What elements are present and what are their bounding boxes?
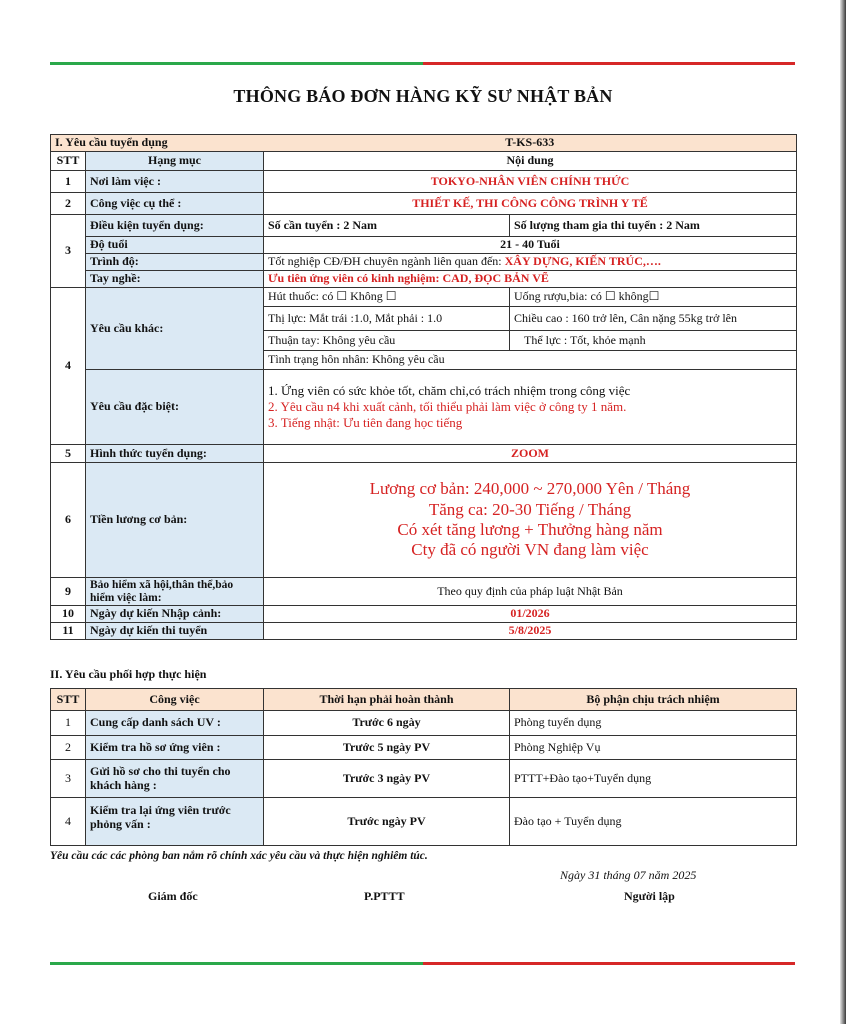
age-value: 21 - 40 Tuổi (264, 237, 797, 254)
stt-cell: 1 (51, 711, 86, 736)
table-row (51, 760, 797, 798)
row-exam-date (51, 623, 797, 640)
department-cell: Phòng Nghiệp Vụ (510, 736, 797, 760)
insurance-label: Bảo hiểm xã hội,thân thể,bảo hiểm việc làm: (86, 578, 264, 606)
salary-line-3: Có xét tăng lương + Thưởng hàng năm (397, 520, 663, 539)
col-deadline: Thời hạn phải hoàn thành (264, 689, 510, 711)
fitness-value: Thể lực : Tốt, khỏe mạnh (510, 331, 797, 351)
education-fields: XÂY DỰNG, KIẾN TRÚC,…. (504, 254, 661, 269)
table-row (51, 736, 797, 760)
section1-header-row (51, 135, 797, 152)
task-cell: Gửi hồ sơ cho thi tuyển cho khách hàng : (86, 760, 264, 798)
exam-date-label: Ngày dự kiến thi tuyển (86, 623, 264, 640)
col-content: Nội dung (264, 152, 797, 171)
stt-cell: 5 (51, 445, 86, 463)
job-value: THIẾT KẾ, THI CÔNG CÔNG TRÌNH Y TẾ (264, 193, 797, 215)
skill-label: Tay nghề: (86, 271, 264, 288)
deadline-cell: Trước 5 ngày PV (264, 736, 510, 760)
entry-date-value: 01/2026 (264, 606, 797, 623)
salary-line-4: Cty đã có người VN đang làm việc (411, 540, 649, 560)
row-insurance (51, 578, 797, 606)
recruitment-requirements-table (50, 134, 797, 640)
stt-cell: 9 (51, 578, 86, 606)
department-cell: Phòng tuyển dụng (510, 711, 797, 736)
height-weight-value: Chiều cao : 160 trở lên, Cân nặng 55kg trở lên (510, 307, 797, 331)
education-label: Trình độ: (86, 254, 264, 271)
recruit-form-value: ZOOM (264, 445, 797, 463)
insurance-value: Theo quy định của pháp luật Nhật Bản (264, 578, 797, 606)
salary-label: Tiền lương cơ bản: (86, 463, 264, 578)
sign-date: Ngày 31 tháng 07 năm 2025 (560, 868, 697, 882)
table-row (51, 798, 797, 846)
section1-heading: I. Yêu cầu tuyển dụng (51, 135, 264, 152)
row-special (51, 370, 797, 445)
special-item-3: 3. Tiếng nhật: Ưu tiên đang học tiếng (268, 415, 463, 431)
col-department: Bộ phận chịu trách nhiệm (510, 689, 797, 711)
hire-count: Số cần tuyển : 2 Nam (264, 215, 510, 237)
stt-cell: 6 (51, 463, 86, 578)
education-value (264, 254, 797, 271)
row-conditions (51, 215, 797, 237)
conditions-label: Điều kiện tuyển dụng: (86, 215, 264, 237)
age-label: Độ tuổi (86, 237, 264, 254)
signature-creator: Người lập (624, 889, 675, 903)
document-title: THÔNG BÁO ĐƠN HÀNG KỸ SƯ NHẬT BẢN (233, 86, 613, 106)
deadline-cell: Trước ngày PV (264, 798, 510, 846)
department-cell: Đào tạo + Tuyển dụng (510, 798, 797, 846)
task-cell: Kiểm tra hồ sơ ứng viên : (86, 736, 264, 760)
page-edge-shadow (840, 0, 846, 1024)
salary-line-2: Tăng ca: 20-30 Tiếng / Tháng (428, 499, 632, 519)
row-skill (51, 271, 797, 288)
stt-cell: 10 (51, 606, 86, 623)
vision-value: Thị lực: Mắt trái :1.0, Mắt phải : 1.0 (264, 307, 510, 331)
stt-cell: 3 (51, 760, 86, 798)
task-cell: Kiểm tra lại ứng viên trước phỏng vấn : (86, 798, 264, 846)
task-cell: Cung cấp danh sách UV : (86, 711, 264, 736)
table-row (51, 711, 797, 736)
stt-cell: 2 (51, 736, 86, 760)
smoking-checkboxes: Hút thuốc: có ☐ Không ☐ (264, 288, 510, 307)
special-requirements-value (264, 370, 797, 445)
stt-cell: 3 (51, 215, 86, 288)
signature-pttt: P.PTTT (364, 889, 405, 903)
signature-director: Giám đốc (148, 889, 198, 903)
exam-count: Số lượng tham gia thi tuyển : 2 Nam (510, 215, 797, 237)
skill-value: Ưu tiên ứng viên có kinh nghiệm: CAD, ĐỌC BẢN VẼ (264, 271, 797, 288)
row-education (51, 254, 797, 271)
section2-heading: II. Yêu cầu phối hợp thực hiện (50, 667, 207, 681)
col-task: Công việc (86, 689, 264, 711)
deadline-cell: Trước 3 ngày PV (264, 760, 510, 798)
exam-date-value: 5/8/2025 (264, 623, 797, 640)
salary-value (264, 463, 797, 578)
deadline-cell: Trước 6 ngày (264, 711, 510, 736)
row-recruit-form (51, 445, 797, 463)
top-divider (50, 62, 795, 65)
job-label: Công việc cụ thể : (86, 193, 264, 215)
stt-cell: 2 (51, 193, 86, 215)
entry-date-label: Ngày dự kiến Nhập cảnh: (86, 606, 264, 623)
special-item-2: 2. Yêu cầu n4 khi xuất cảnh, tối thiểu phải làm việc ở công ty 1 năm. (268, 398, 627, 414)
instruction-note: Yêu cầu các các phòng ban nắm rõ chính xác yêu cầu và thực hiện nghiêm túc. (50, 850, 428, 862)
department-cell: PTTT+Đào tạo+Tuyển dụng (510, 760, 797, 798)
bottom-divider (50, 962, 795, 965)
order-code: T-KS-633 (264, 135, 797, 152)
row-salary (51, 463, 797, 578)
stt-cell: 4 (51, 798, 86, 846)
education-prefix: Tốt nghiệp CĐ/ĐH chuyên ngành liên quan đến: (268, 254, 502, 269)
col-stt: STT (51, 152, 86, 171)
drinking-checkboxes: Uống rượu,bia: có ☐ không☐ (510, 288, 797, 307)
col-item: Hạng mục (86, 152, 264, 171)
row-entry-date (51, 606, 797, 623)
row-workplace (51, 171, 797, 193)
col-stt: STT (51, 689, 86, 711)
row-other-1 (51, 288, 797, 307)
recruit-form-label: Hình thức tuyển dụng: (86, 445, 264, 463)
workplace-value: TOKYO-NHÂN VIÊN CHÍNH THỨC (264, 171, 797, 193)
special-requirements-label: Yêu cầu đặc biệt: (86, 370, 264, 445)
coordination-table (50, 688, 797, 846)
stt-cell: 1 (51, 171, 86, 193)
other-requirements-label: Yêu cầu khác: (86, 288, 264, 370)
row-age (51, 237, 797, 254)
marital-value: Tình trạng hôn nhân: Không yêu cầu (264, 351, 797, 370)
stt-cell: 4 (51, 288, 86, 445)
stt-cell: 11 (51, 623, 86, 640)
workplace-label: Nơi làm việc : (86, 171, 264, 193)
special-item-1: 1. Ứng viên có sức khỏe tốt, chăm chỉ,có trách nhiệm trong công việc (268, 382, 631, 398)
column-header-row (51, 152, 797, 171)
salary-line-1: Lương cơ bản: 240,000 ~ 270,000 Yên / Tháng (369, 479, 691, 499)
handedness-value: Thuận tay: Không yêu cầu (264, 331, 510, 351)
row-job (51, 193, 797, 215)
coordination-header-row (51, 689, 797, 711)
